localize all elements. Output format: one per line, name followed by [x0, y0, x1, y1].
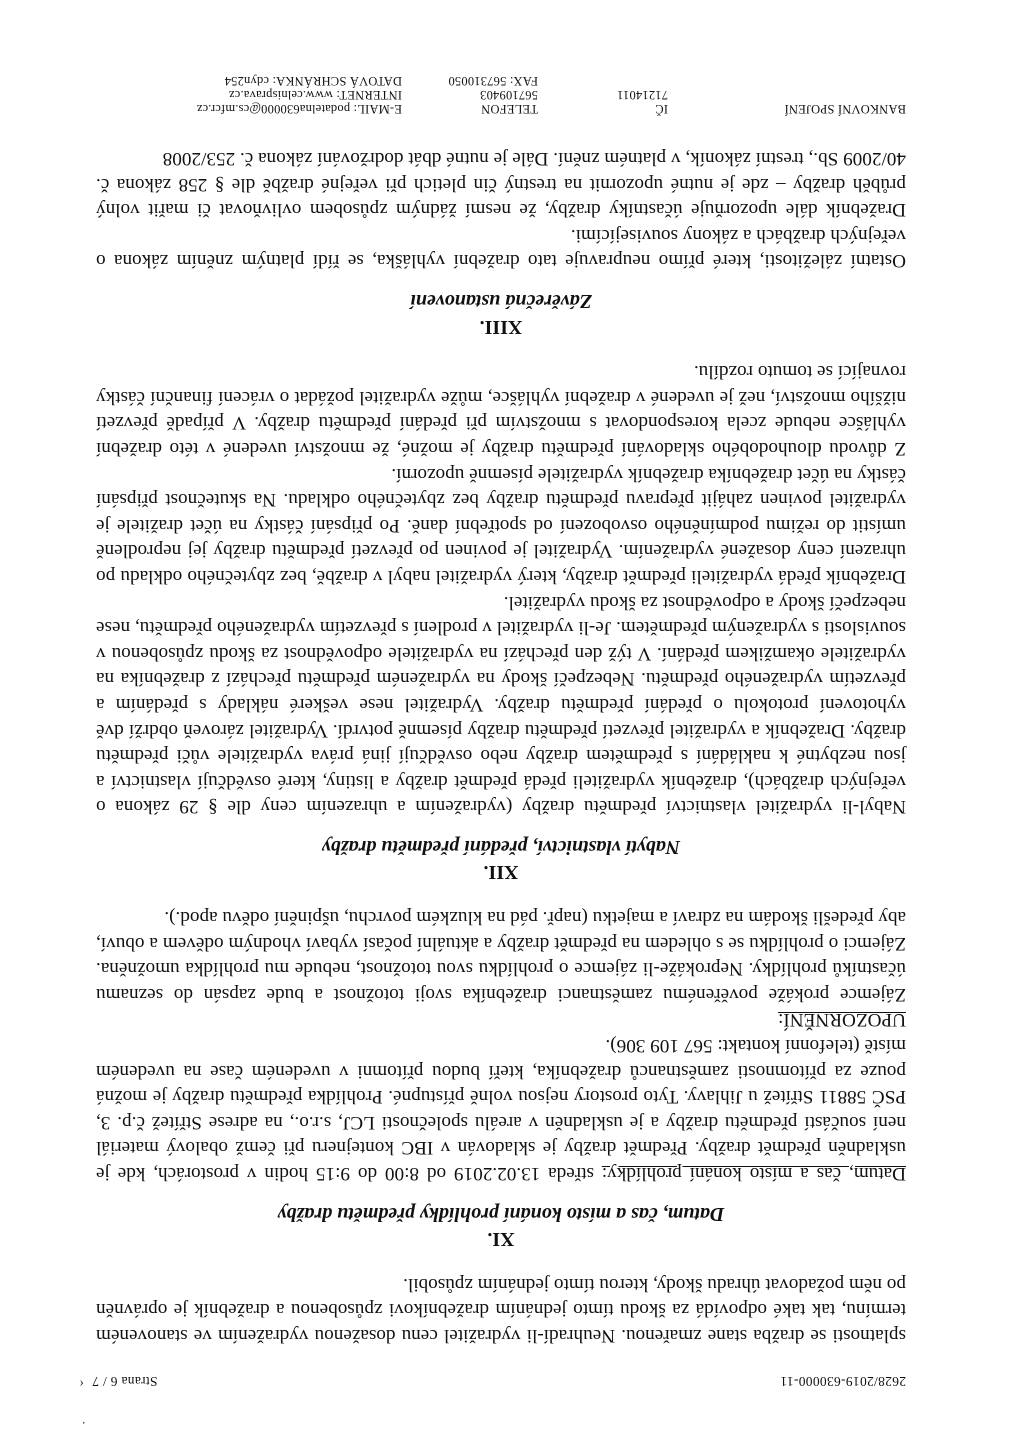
section-xii-paragraph-1: Nabyl-li vydražitel vlastnictví předmětu dražby (vydražením a uhrazením ceny dle § 29 zákona o veřejných dražbách), dražebník vydražiteli předá předmět dražby a listiny, které osvědčují vlastnictví a jsou nezbytné k nakládání s předmětem dražby nebo osvědčují jiná práva vydražitele vůči předmětu dražby. Dražebník a vydražitel převzetí předmětu dražby písemně potvrdí. Vydražitel zároveň obdrží dvě vyhotovení protokolu o předání předmětu dražby. Vydražitel nese veškeré náklady s předáním a převzetím vydraženého předmětu. Nebezpečí škody na vydraženém předmětu přechází z dražebníka na vydražitele okamžikem předání. V týž den přechází na vydražitele odpovědnost za škodu způsobenou v souvislosti s vydraženým předmětem. Je-li vydražitel v prodlení s převzetím vydraženého předmětu, nese nebezpečí škody a odpovědnost za škodu vydražitel. [96, 591, 906, 818]
page-header [92, 1373, 906, 1389]
phone-value: 567109403 [479, 88, 538, 102]
section-xii-paragraph-2: Dražebník předá vydražiteli předmět dražby, který vydražitel nabyl v dražbě, bez zbytečného odkladu po uhrazení ceny dosažené vydražením. Vydražitel je povinen po převzetí předmětu dražby jej neprodleně umístit do režimu podmíněného osvobození od spotřební daně. Po připsání částky na účet dražitele je vydražitel povinen zahájit přepravu předmětu dražby bez zbytečného odkladu. Na skutečnost připsání částky na účet dražebníka dražebník vydražitele písemně upozorní. [96, 463, 906, 587]
footer-contact-column [92, 74, 402, 116]
section-xii-number: XII. [483, 861, 519, 884]
page-number: Strana 6 / 7 [92, 1374, 158, 1389]
section-xi-number: XI. [487, 1228, 515, 1251]
warning-paragraph [96, 905, 906, 1033]
section-xiii-number: XIII. [479, 315, 523, 338]
databox-label: DATOVÁ SCHRÁNKA: cdyn254 [224, 74, 402, 88]
scan-speck: ‹ [79, 1376, 84, 1391]
footer-phone-column [402, 74, 538, 116]
section-xi-title: Datum, čas a místo konání prohlídky předmětu dražby [277, 1202, 725, 1225]
intro-paragraph: splatnosti se dražba stane zmařenou. Neuhradí-li vydražitel cenu dosaženou vydražením ve stanoveném termínu, tak také odpovídá za škodu tímto jednáním dražebníkovi způsobenou a dražebník je oprávněn po něm požadovat úhradu škody, kterou tímto jednáním způsobil. [96, 1273, 906, 1346]
ic-value: 71214011 [616, 88, 668, 102]
inspection-label: Datum, čas a místo konání prohlídky: [601, 1163, 906, 1185]
document-reference: 2628/2019-630000-11 [780, 1374, 906, 1389]
inspection-text: středa 13.02.2019 od 8:00 do 9:15 hodin v prostorách, kde je uskladněn předmět dražby. Předmět dražby je skladován v IBC kontejneru při čemž obalový materiál není součástí předmětu dražby a je uskladněn v areálu společnosti LCJ, s.r.o., na adrese Střítež č.p. 3, PSČ 58811 Střítež u Jihlavy. Tyto prostory nejsou volně přístupné. Prohlídka předmětu dražby je možná pouze za přítomnosti zaměstnanců dražebníka, kteří budou přítomni v uvedeném čase na uvedeném místě (telefonní kontakt: 567 109 306). [96, 1035, 906, 1185]
phone-label: TELEFON [481, 102, 538, 116]
document-body [96, 145, 906, 1348]
footer-bank-column [668, 74, 906, 116]
email-label: E-MAIL: podatelna630000@cs.mfcr.cz [196, 102, 402, 116]
section-xi-paragraph [96, 1032, 906, 1186]
section-xiii-paragraph-2: Dražebník dále upozorňuje účastníky dražby, že nesmí žádným způsobem ovlivňovat či mařit volný průběh dražby – zde je nutné upozornit na trestný čin pletich při veřejné dražbě dle § 258 zákona č. 40/2009 Sb., trestní zákoník, v platném znění. Dále je nutné dbát dodržování zákona č. 253/2008 [96, 148, 906, 221]
scan-dot: · [81, 1414, 86, 1429]
warning-label: UPOZORNĚNÍ: [778, 1009, 906, 1031]
fax-label: FAX: 567310050 [448, 74, 538, 88]
section-xii-paragraph-3: Z důvodu dlouhodobého skladování předmětu dražby je možné, že množství uvedené v této dražební vyhlášce nebude zcela korespondovat s množstvím při předání předmětu dražby. V případě převzetí nižšího množství, než je uvedené v dražební vyhlášce, může vydražitel požádat o vrácení finanční částky rovnající se tomuto rozdílu. [96, 361, 906, 459]
footer-ic-column [538, 74, 668, 116]
ic-label: IČ [655, 102, 668, 116]
internet-label: INTERNET: www.celnisprava.cz [228, 88, 402, 102]
section-xiii-title: Závěrečná ustanovení [410, 290, 592, 313]
bank-label: BANKOVNÍ SPOJENÍ [784, 102, 906, 116]
section-xiii-paragraph-1: Ostatní záležitosti, které přímo neupravuje tato dražební vyhláška, se řídí platným zněním zákona o veřejných dražbách a zákony souvisejícími. [96, 224, 906, 272]
warning-text: Zájemce prokáže pověřenému zaměstnanci dražebníka svoji totožnost a bude zapsán do seznamu účastníků prohlídky. Neprokáže-li zájemce o prohlídku svou totožnost, nebude mu prohlídka umožněna. Zájemci o prohlídku se s ohledem na předmět dražby a aktuální počasí vybaví vhodným oděvem a obuví, aby předešli škodám na zdraví a majetku (např. pád na kluzkém povrchu, ušpinění oděvu apod.). [96, 907, 906, 1005]
section-xii-title: Nabytí vlastnictví, předání předmětu dražby [321, 835, 681, 858]
page-footer [92, 74, 906, 116]
